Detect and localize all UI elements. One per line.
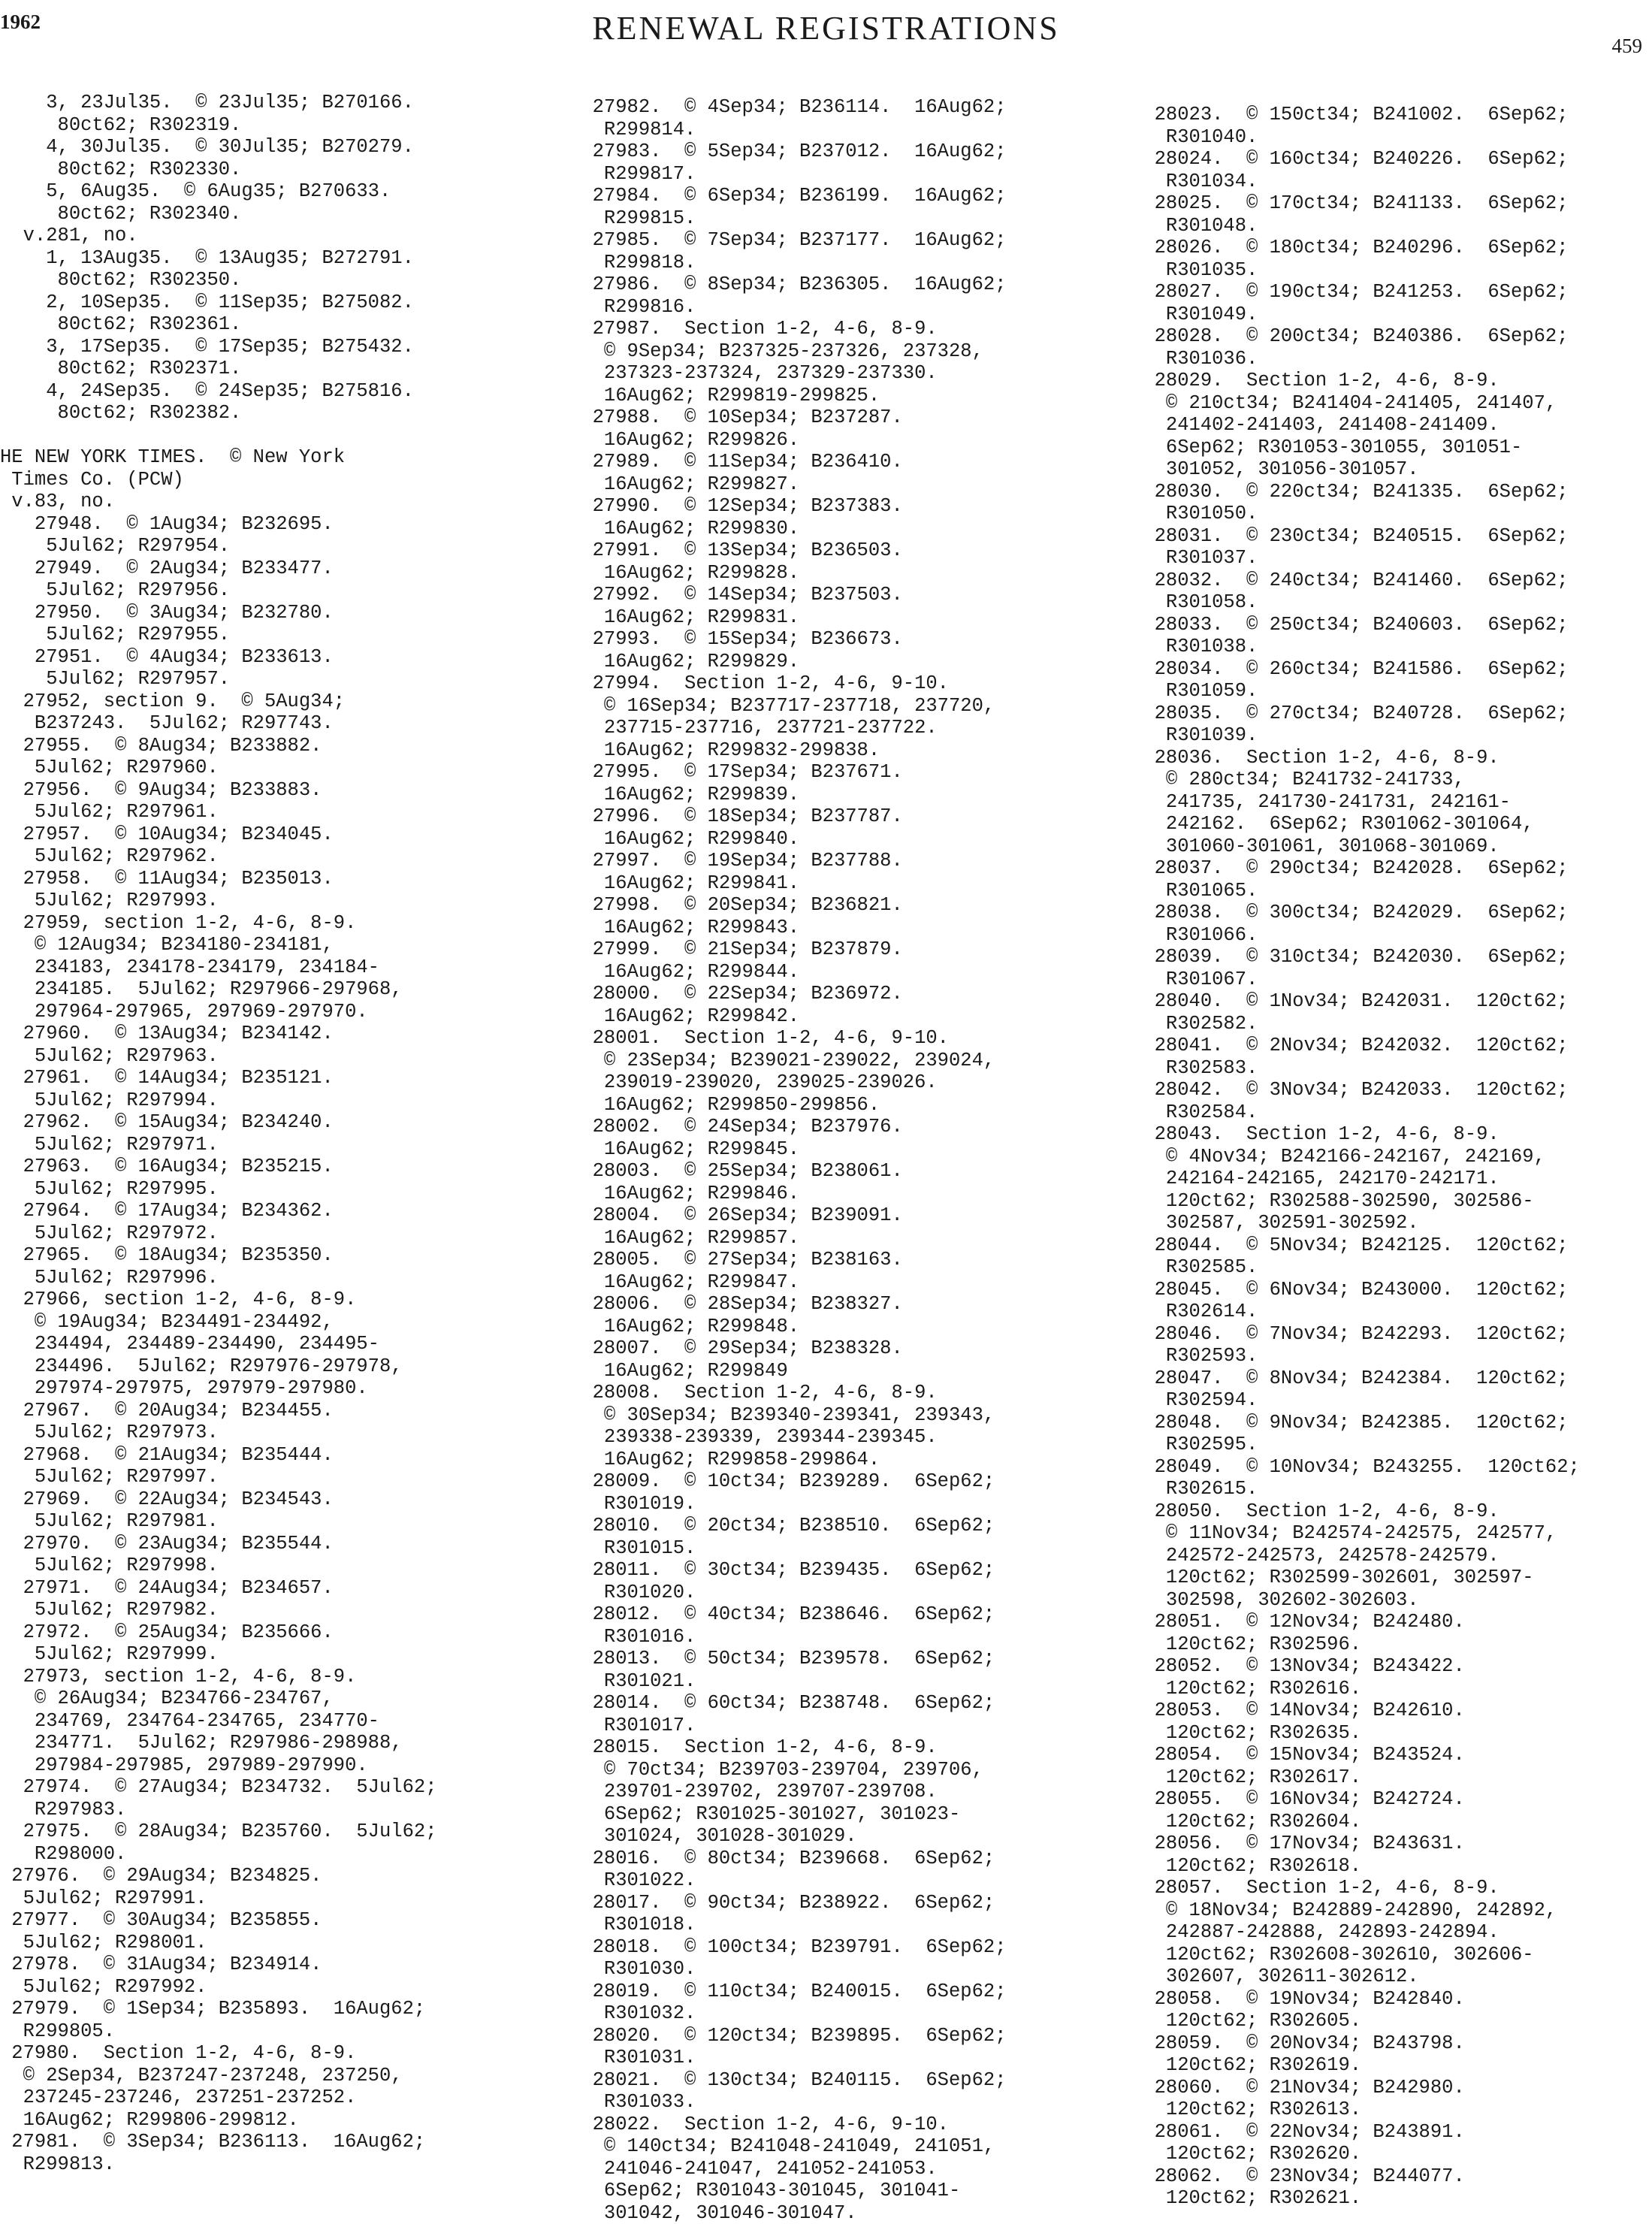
- entry-line: 6Sep62; R301053-301055, 301051-: [1131, 437, 1652, 459]
- entry-line: 28013. © 50ct34; B239578. 6Sep62;: [569, 1648, 1118, 1670]
- entry-line: 27968. © 21Aug34; B235444.: [0, 1444, 548, 1467]
- entry-line: Times Co. (PCW): [0, 469, 548, 491]
- entry-line: 27973, section 1-2, 4-6, 8-9.: [0, 1666, 548, 1688]
- entry-line: 27958. © 11Aug34; B235013.: [0, 868, 548, 890]
- entry-line: 27965. © 18Aug34; B235350.: [0, 1244, 548, 1267]
- entry-line: R301022.: [569, 1869, 1118, 1892]
- entry-line: R301015.: [569, 1537, 1118, 1560]
- entry-line: 302607, 302611-302612.: [1131, 1966, 1652, 1988]
- entry-line: 28026. © 180ct34; B240296. 6Sep62;: [1131, 237, 1652, 259]
- entry-line: 28014. © 60ct34; B238748. 6Sep62;: [569, 1692, 1118, 1715]
- entry-line: 242164-242165, 242170-242171.: [1131, 1168, 1652, 1190]
- entry-line: R302615.: [1131, 1478, 1652, 1500]
- entry-line: 297974-297975, 297979-297980.: [0, 1377, 548, 1400]
- entry-line: 120ct62; R302605.: [1131, 2010, 1652, 2032]
- entry-line: 28029. Section 1-2, 4-6, 8-9.: [1131, 370, 1652, 392]
- entry-line: 80ct62; R302371.: [0, 358, 548, 380]
- entry-line: 27948. © 1Aug34; B232695.: [0, 513, 548, 536]
- entry-line: 16Aug62; R299826.: [569, 429, 1118, 452]
- entry-line: R299817.: [569, 163, 1118, 186]
- entry-line: 28042. © 3Nov34; B242033. 120ct62;: [1131, 1079, 1652, 1101]
- page-year: 1962: [0, 11, 41, 34]
- entry-line: 28007. © 29Sep34; B238328.: [569, 1337, 1118, 1360]
- entry-line: 28061. © 22Nov34; B243891.: [1131, 2121, 1652, 2144]
- entry-line: 80ct62; R302350.: [0, 269, 548, 292]
- entry-line: 16Aug62; R299819-299825.: [569, 385, 1118, 407]
- entry-line: R301035.: [1131, 259, 1652, 282]
- entry-line: 120ct62; R302619.: [1131, 2054, 1652, 2077]
- entry-line: R301021.: [569, 1670, 1118, 1693]
- entry-line: 16Aug62; R299839.: [569, 784, 1118, 806]
- entry-line: 28047. © 8Nov34; B242384. 120ct62;: [1131, 1367, 1652, 1390]
- entry-line: 16Aug62; R299829.: [569, 651, 1118, 673]
- entry-line: 234494, 234489-234490, 234495-: [0, 1333, 548, 1355]
- entry-line: 120ct62; R302613.: [1131, 2099, 1652, 2121]
- entry-line: 16Aug62; R299850-299856.: [569, 1094, 1118, 1117]
- entry-line: 80ct62; R302340.: [0, 203, 548, 225]
- entry-line: R302584.: [1131, 1101, 1652, 1124]
- entry-line: R302614.: [1131, 1301, 1652, 1323]
- entry-line: 242887-242888, 242893-242894.: [1131, 1921, 1652, 1944]
- entry-line: 28033. © 250ct34; B240603. 6Sep62;: [1131, 614, 1652, 636]
- entry-line: R301020.: [569, 1582, 1118, 1604]
- entry-line: 27979. © 1Sep34; B235893. 16Aug62;: [0, 1998, 548, 2020]
- entry-line: 28018. © 100ct34; B239791. 6Sep62;: [569, 1936, 1118, 1959]
- entry-line: R301059.: [1131, 680, 1652, 703]
- entry-line: 16Aug62; R299832-299838.: [569, 739, 1118, 762]
- entry-line: 120ct62; R302635.: [1131, 1722, 1652, 1745]
- entry-line: © 26Aug34; B234766-234767,: [0, 1688, 548, 1710]
- entry-line: 27955. © 8Aug34; B233882.: [0, 735, 548, 757]
- entry-line: © 4Nov34; B242166-242167, 242169,: [1131, 1146, 1652, 1168]
- entry-line: 16Aug62; R299841.: [569, 872, 1118, 895]
- entry-line: 28019. © 110ct34; B240015. 6Sep62;: [569, 1981, 1118, 2003]
- entry-line: 5Jul62; R297963.: [0, 1045, 548, 1068]
- entry-line: 28022. Section 1-2, 4-6, 9-10.: [569, 2114, 1118, 2136]
- entry-line: 28049. © 10Nov34; B243255. 120ct62;: [1131, 1456, 1652, 1479]
- entry-line: 28045. © 6Nov34; B243000. 120ct62;: [1131, 1279, 1652, 1301]
- entry-line: 6Sep62; R301043-301045, 301041-: [569, 2180, 1118, 2202]
- entry-line: © 2Sep34, B237247-237248, 237250,: [0, 2065, 548, 2087]
- entry-line: 5Jul62; R297961.: [0, 801, 548, 823]
- entry-line: 16Aug62; R299846.: [569, 1183, 1118, 1205]
- entry-line: 5Jul62; R297995.: [0, 1178, 548, 1201]
- entry-line: 28037. © 290ct34; B242028. 6Sep62;: [1131, 857, 1652, 880]
- entry-line: R301019.: [569, 1493, 1118, 1515]
- entry-line: 28025. © 170ct34; B241133. 6Sep62;: [1131, 192, 1652, 215]
- entry-line: 28021. © 130ct34; B240115. 6Sep62;: [569, 2069, 1118, 2092]
- entry-line: 28038. © 300ct34; B242029. 6Sep62;: [1131, 902, 1652, 924]
- entry-line: 5Jul62; R297997.: [0, 1466, 548, 1488]
- entry-line: 27963. © 16Aug34; B235215.: [0, 1156, 548, 1178]
- entry-line: © 70ct34; B239703-239704, 239706,: [569, 1759, 1118, 1781]
- entry-line: 27950. © 3Aug34; B232780.: [0, 602, 548, 624]
- page-number: 459: [1612, 35, 1643, 58]
- entry-line: 234771. 5Jul62; R297986-298988,: [0, 1732, 548, 1754]
- entry-line: 28030. © 220ct34; B241335. 6Sep62;: [1131, 481, 1652, 503]
- entry-line: 27982. © 4Sep34; B236114. 16Aug62;: [569, 96, 1118, 119]
- entry-line: 301052, 301056-301057.: [1131, 458, 1652, 481]
- entry-line: R301049.: [1131, 304, 1652, 326]
- entry-line: 27978. © 31Aug34; B234914.: [0, 1954, 548, 1976]
- entry-line: 120ct62; R302604.: [1131, 1811, 1652, 1833]
- column-2: [569, 96, 1118, 2224]
- entry-line: 5Jul62; R297992.: [0, 1976, 548, 1999]
- entry-line: 27977. © 30Aug34; B235855.: [0, 1909, 548, 1932]
- entry-line: 5Jul62; R297993.: [0, 890, 548, 912]
- entry-line: 5Jul62; R297954.: [0, 535, 548, 558]
- entry-line: 27993. © 15Sep34; B236673.: [569, 628, 1118, 651]
- entry-line: © 210ct34; B241404-241405, 241407,: [1131, 392, 1652, 415]
- entry-line: R301032.: [569, 2002, 1118, 2025]
- entry-line: 27970. © 23Aug34; B235544.: [0, 1533, 548, 1555]
- entry-line: R299815.: [569, 207, 1118, 230]
- entry-line: R302583.: [1131, 1057, 1652, 1080]
- entry-line: 28009. © 10ct34; B239289. 6Sep62;: [569, 1470, 1118, 1493]
- entry-line: R301018.: [569, 1914, 1118, 1936]
- entry-line: © 11Nov34; B242574-242575, 242577,: [1131, 1522, 1652, 1545]
- entry-line: 28004. © 26Sep34; B239091.: [569, 1204, 1118, 1227]
- entry-line: © 19Aug34; B234491-234492,: [0, 1311, 548, 1334]
- entry-line: 28062. © 23Nov34; B244077.: [1131, 2165, 1652, 2188]
- entry-line: 241402-241403, 241408-241409.: [1131, 414, 1652, 437]
- entry-line: 5Jul62; R297956.: [0, 579, 548, 602]
- entry-line: 27974. © 27Aug34; B234732. 5Jul62;: [0, 1776, 548, 1799]
- entry-line: 80ct62; R302319.: [0, 114, 548, 137]
- entry-line: 80ct62; R302361.: [0, 313, 548, 336]
- entry-line: 27984. © 6Sep34; B236199. 16Aug62;: [569, 185, 1118, 207]
- entry-line: 27980. Section 1-2, 4-6, 8-9.: [0, 2042, 548, 2065]
- entry-line: R299818.: [569, 252, 1118, 274]
- entry-line: 237715-237716, 237721-237722.: [569, 717, 1118, 739]
- entry-line: 27988. © 10Sep34; B237287.: [569, 406, 1118, 429]
- entry-line: 16Aug62; R299843.: [569, 917, 1118, 939]
- entry-line: 27949. © 2Aug34; B233477.: [0, 558, 548, 580]
- page-title: RENEWAL REGISTRATIONS: [0, 11, 1652, 47]
- entry-line: 16Aug62; R299842.: [569, 1005, 1118, 1028]
- entry-line: 239701-239702, 239707-239708.: [569, 1781, 1118, 1803]
- entry-line: R301039.: [1131, 724, 1652, 747]
- entry-line: 5, 6Aug35. © 6Aug35; B270633.: [0, 180, 548, 203]
- entry-line: 16Aug62; R299845.: [569, 1138, 1118, 1161]
- entry-line: 5Jul62; R297998.: [0, 1555, 548, 1577]
- entry-line: 120ct62; R302596.: [1131, 1633, 1652, 1656]
- entry-line: 241046-241047, 241052-241053.: [569, 2158, 1118, 2180]
- entry-line: 5Jul62; R297994.: [0, 1089, 548, 1112]
- entry-line: R301040.: [1131, 126, 1652, 149]
- entry-line: 28017. © 90ct34; B238922. 6Sep62;: [569, 1892, 1118, 1914]
- entry-line: 27991. © 13Sep34; B236503.: [569, 539, 1118, 562]
- entry-line: 27971. © 24Aug34; B234657.: [0, 1577, 548, 1600]
- entry-line: v.83, no.: [0, 491, 548, 513]
- page-header: [0, 11, 1652, 63]
- entry-line: 28053. © 14Nov34; B242610.: [1131, 1700, 1652, 1722]
- entry-line: 239338-239339, 239344-239345.: [569, 1426, 1118, 1449]
- entry-line: 301024, 301028-301029.: [569, 1825, 1118, 1848]
- entry-line: 5Jul62; R297999.: [0, 1643, 548, 1666]
- entry-line: 27985. © 7Sep34; B237177. 16Aug62;: [569, 229, 1118, 252]
- entry-line: 5Jul62; R297960.: [0, 757, 548, 779]
- entry-line: 28035. © 270ct34; B240728. 6Sep62;: [1131, 703, 1652, 725]
- entry-line: 28034. © 260ct34; B241586. 6Sep62;: [1131, 658, 1652, 681]
- entry-line: © 30Sep34; B239340-239341, 239343,: [569, 1404, 1118, 1427]
- entry-line: 28024. © 160ct34; B240226. 6Sep62;: [1131, 148, 1652, 171]
- entry-line: R301034.: [1131, 171, 1652, 193]
- entry-line: 27966, section 1-2, 4-6, 8-9.: [0, 1289, 548, 1311]
- entry-line: 120ct62; R302618.: [1131, 1855, 1652, 1878]
- entry-line: 27961. © 14Aug34; B235121.: [0, 1067, 548, 1089]
- entry-line: 297984-297985, 297989-297990.: [0, 1754, 548, 1777]
- entry-line: 237323-237324, 237329-237330.: [569, 362, 1118, 385]
- entry-line: 28001. Section 1-2, 4-6, 9-10.: [569, 1027, 1118, 1050]
- entry-line: R302582.: [1131, 1013, 1652, 1035]
- entry-line: R301067.: [1131, 968, 1652, 991]
- entry-line: 16Aug62; R299848.: [569, 1316, 1118, 1338]
- entry-line: 27967. © 20Aug34; B234455.: [0, 1400, 548, 1422]
- entry-line: 5Jul62; R297996.: [0, 1267, 548, 1289]
- entry-line: 27975. © 28Aug34; B235760. 5Jul62;: [0, 1821, 548, 1843]
- entry-line: © 16Sep34; B237717-237718, 237720,: [569, 695, 1118, 718]
- entry-line: 28050. Section 1-2, 4-6, 8-9.: [1131, 1500, 1652, 1523]
- entry-line: 28006. © 28Sep34; B238327.: [569, 1293, 1118, 1316]
- entry-line: 239019-239020, 239025-239026.: [569, 1071, 1118, 1094]
- entry-line: 27969. © 22Aug34; B234543.: [0, 1488, 548, 1511]
- entry-line: 16Aug62; R299858-299864.: [569, 1449, 1118, 1471]
- entry-line: 16Aug62; R299844.: [569, 961, 1118, 984]
- entry-line: 3, 23Jul35. © 23Jul35; B270166.: [0, 92, 548, 114]
- entry-line: 242572-242573, 242578-242579.: [1131, 1545, 1652, 1567]
- entry-line: 80ct62; R302382.: [0, 402, 548, 425]
- entry-line: © 23Sep34; B239021-239022, 239024,: [569, 1050, 1118, 1072]
- entry-line: 28051. © 12Nov34; B242480.: [1131, 1611, 1652, 1633]
- entry-line: R299805.: [0, 2020, 548, 2043]
- entry-line: 16Aug62; R299831.: [569, 606, 1118, 629]
- entry-line: 28010. © 20ct34; B238510. 6Sep62;: [569, 1515, 1118, 1537]
- entry-line: 16Aug62; R299830.: [569, 518, 1118, 540]
- entry-line: 16Aug62; R299828.: [569, 562, 1118, 585]
- entry-line: 28028. © 200ct34; B240386. 6Sep62;: [1131, 325, 1652, 348]
- entry-line: R301030.: [569, 1958, 1118, 1981]
- entry-line: 28059. © 20Nov34; B243798.: [1131, 2032, 1652, 2055]
- entry-line: 27983. © 5Sep34; B237012. 16Aug62;: [569, 141, 1118, 163]
- entry-line: 28052. © 13Nov34; B243422.: [1131, 1655, 1652, 1678]
- entry-line: 28020. © 120ct34; B239895. 6Sep62;: [569, 2025, 1118, 2047]
- entry-line: 28011. © 30ct34; B239435. 6Sep62;: [569, 1559, 1118, 1582]
- entry-line: 27989. © 11Sep34; B236410.: [569, 451, 1118, 473]
- entry-line: 1, 13Aug35. © 13Aug35; B272791.: [0, 247, 548, 270]
- entry-line: R301036.: [1131, 348, 1652, 370]
- entry-line: 234185. 5Jul62; R297966-297968,: [0, 978, 548, 1001]
- entry-line: 27960. © 13Aug34; B234142.: [0, 1023, 548, 1045]
- entry-line: 28032. © 240ct34; B241460. 6Sep62;: [1131, 570, 1652, 592]
- entry-line: 234496. 5Jul62; R297976-297978,: [0, 1355, 548, 1378]
- entry-line: 27998. © 20Sep34; B236821.: [569, 894, 1118, 917]
- entry-line: 5Jul62; R297962.: [0, 845, 548, 868]
- entry-line: 27990. © 12Sep34; B237383.: [569, 495, 1118, 518]
- entry-line: 28048. © 9Nov34; B242385. 120ct62;: [1131, 1412, 1652, 1434]
- entry-line: 28040. © 1Nov34; B242031. 120ct62;: [1131, 990, 1652, 1013]
- entry-line: R301017.: [569, 1715, 1118, 1737]
- entry-line: 27962. © 15Aug34; B234240.: [0, 1111, 548, 1134]
- entry-line: 120ct62; R302588-302590, 302586-: [1131, 1190, 1652, 1213]
- entry-line: R301031.: [569, 2047, 1118, 2069]
- entry-line: 27972. © 25Aug34; B235666.: [0, 1621, 548, 1644]
- entry-line: 28003. © 25Sep34; B238061.: [569, 1160, 1118, 1183]
- entry-line: R298000.: [0, 1843, 548, 1866]
- entry-line: R301016.: [569, 1626, 1118, 1648]
- entry-line: 27999. © 21Sep34; B237879.: [569, 938, 1118, 961]
- entry-line: 28023. © 150ct34; B241002. 6Sep62;: [1131, 104, 1652, 126]
- entry-line: 237245-237246, 237251-237252.: [0, 2087, 548, 2109]
- entry-line: 16Aug62; R299847.: [569, 1271, 1118, 1294]
- entry-line: 5Jul62; R297981.: [0, 1510, 548, 1533]
- entry-line: 6Sep62; R301025-301027, 301023-: [569, 1803, 1118, 1826]
- entry-line: © 140ct34; B241048-241049, 241051,: [569, 2135, 1118, 2158]
- entry-line: R302594.: [1131, 1389, 1652, 1412]
- entry-line: 28057. Section 1-2, 4-6, 8-9.: [1131, 1877, 1652, 1899]
- entry-line: R301065.: [1131, 880, 1652, 902]
- entry-line: 5Jul62; R297982.: [0, 1599, 548, 1621]
- entry-line: 2, 10Sep35. © 11Sep35; B275082.: [0, 292, 548, 314]
- entry-line: 28046. © 7Nov34; B242293. 120ct62;: [1131, 1323, 1652, 1346]
- entry-line: R299814.: [569, 119, 1118, 141]
- entry-line: 4, 24Sep35. © 24Sep35; B275816.: [0, 380, 548, 403]
- entry-line: 5Jul62; R297971.: [0, 1134, 548, 1156]
- entry-line: R301048.: [1131, 215, 1652, 237]
- entry-line: 302598, 302602-302603.: [1131, 1589, 1652, 1612]
- entry-line: R297983.: [0, 1799, 548, 1821]
- entry-line: R302595.: [1131, 1434, 1652, 1456]
- entry-line: B237243. 5Jul62; R297743.: [0, 712, 548, 735]
- entry-line: 4, 30Jul35. © 30Jul35; B270279.: [0, 136, 548, 159]
- entry-line: 5Jul62; R298001.: [0, 1932, 548, 1954]
- entry-line: 16Aug62; R299849: [569, 1360, 1118, 1382]
- entry-line: R301037.: [1131, 547, 1652, 570]
- entry-line: 27964. © 17Aug34; B234362.: [0, 1200, 548, 1222]
- entry-line: 28041. © 2Nov34; B242032. 120ct62;: [1131, 1035, 1652, 1057]
- entry-line: R302593.: [1131, 1345, 1652, 1367]
- entry-line: 241735, 241730-241731, 242161-: [1131, 791, 1652, 814]
- entry-line: 3, 17Sep35. © 17Sep35; B275432.: [0, 336, 548, 358]
- entry-line: 28005. © 27Sep34; B238163.: [569, 1249, 1118, 1271]
- entry-line: 28027. © 190ct34; B241253. 6Sep62;: [1131, 281, 1652, 304]
- entry-line: HE NEW YORK TIMES. © New York: [0, 446, 548, 469]
- entry-line: R299816.: [569, 296, 1118, 319]
- entry-line: 27959, section 1-2, 4-6, 8-9.: [0, 912, 548, 935]
- entry-line: © 12Aug34; B234180-234181,: [0, 934, 548, 956]
- entry-line: 27987. Section 1-2, 4-6, 8-9.: [569, 318, 1118, 340]
- entry-line: 80ct62; R302330.: [0, 159, 548, 181]
- entry-line: © 280ct34; B241732-241733,: [1131, 769, 1652, 791]
- entry-line: R301050.: [1131, 503, 1652, 525]
- entry-line: 27952, section 9. © 5Aug34;: [0, 690, 548, 713]
- entry-line: 27995. © 17Sep34; B237671.: [569, 761, 1118, 784]
- entry-line: 27994. Section 1-2, 4-6, 9-10.: [569, 672, 1118, 695]
- entry-line: 28039. © 310ct34; B242030. 6Sep62;: [1131, 946, 1652, 968]
- entry-line: R301066.: [1131, 924, 1652, 947]
- entry-line: 27957. © 10Aug34; B234045.: [0, 823, 548, 846]
- entry-line: 28016. © 80ct34; B239668. 6Sep62;: [569, 1848, 1118, 1870]
- entry-line: v.281, no.: [0, 225, 548, 247]
- entry-line: 5Jul62; R297991.: [0, 1887, 548, 1910]
- entry-line: 120ct62; R302616.: [1131, 1678, 1652, 1700]
- entry-line: 28015. Section 1-2, 4-6, 8-9.: [569, 1736, 1118, 1759]
- entry-line: R302585.: [1131, 1256, 1652, 1279]
- entry-line: 28036. Section 1-2, 4-6, 8-9.: [1131, 747, 1652, 769]
- column-3: [1131, 104, 1652, 2210]
- entry-line: 28060. © 21Nov34; B242980.: [1131, 2077, 1652, 2099]
- entry-line: R301038.: [1131, 636, 1652, 658]
- entry-line: 27976. © 29Aug34; B234825.: [0, 1865, 548, 1887]
- entry-line: © 9Sep34; B237325-237326, 237328,: [569, 340, 1118, 363]
- entry-line: R299813.: [0, 2153, 548, 2176]
- entry-line: 28054. © 15Nov34; B243524.: [1131, 1744, 1652, 1766]
- entry-line: 120ct62; R302617.: [1131, 1766, 1652, 1789]
- entry-line: 28055. © 16Nov34; B242724.: [1131, 1788, 1652, 1811]
- entry-line: 120ct62; R302620.: [1131, 2143, 1652, 2165]
- entry-line: 301042, 301046-301047.: [569, 2202, 1118, 2224]
- entry-line: 27986. © 8Sep34; B236305. 16Aug62;: [569, 273, 1118, 296]
- entry-line: © 18Nov34; B242889-242890, 242892,: [1131, 1899, 1652, 1922]
- entry-line: [0, 425, 548, 447]
- column-1: [0, 92, 548, 2175]
- entry-line: 16Aug62; R299840.: [569, 828, 1118, 851]
- entry-line: 28031. © 230ct34; B240515. 6Sep62;: [1131, 525, 1652, 548]
- entry-line: 16Aug62; R299806-299812.: [0, 2109, 548, 2132]
- entry-line: 28008. Section 1-2, 4-6, 8-9.: [569, 1382, 1118, 1404]
- entry-line: 27981. © 3Sep34; B236113. 16Aug62;: [0, 2131, 548, 2153]
- entry-line: 5Jul62; R297972.: [0, 1222, 548, 1245]
- entry-line: 302587, 302591-302592.: [1131, 1212, 1652, 1234]
- entry-line: 28056. © 17Nov34; B243631.: [1131, 1833, 1652, 1855]
- entry-line: 28044. © 5Nov34; B242125. 120ct62;: [1131, 1234, 1652, 1257]
- entry-line: 28058. © 19Nov34; B242840.: [1131, 1988, 1652, 2011]
- entry-line: 16Aug62; R299857.: [569, 1227, 1118, 1249]
- entry-line: 27992. © 14Sep34; B237503.: [569, 584, 1118, 606]
- entry-line: 27996. © 18Sep34; B237787.: [569, 805, 1118, 828]
- entry-line: R301058.: [1131, 591, 1652, 614]
- entry-line: 5Jul62; R297973.: [0, 1422, 548, 1444]
- entry-line: 16Aug62; R299827.: [569, 473, 1118, 496]
- entry-line: 120ct62; R302599-302601, 302597-: [1131, 1567, 1652, 1589]
- entry-line: 5Jul62; R297957.: [0, 668, 548, 690]
- entry-line: 297964-297965, 297969-297970.: [0, 1001, 548, 1023]
- entry-line: 28012. © 40ct34; B238646. 6Sep62;: [569, 1603, 1118, 1626]
- entry-line: R301033.: [569, 2091, 1118, 2114]
- entry-line: 234769, 234764-234765, 234770-: [0, 1710, 548, 1733]
- entry-line: 28002. © 24Sep34; B237976.: [569, 1116, 1118, 1138]
- entry-line: 27997. © 19Sep34; B237788.: [569, 850, 1118, 872]
- entry-line: 5Jul62; R297955.: [0, 624, 548, 646]
- entry-line: 27951. © 4Aug34; B233613.: [0, 646, 548, 669]
- entry-line: 27956. © 9Aug34; B233883.: [0, 779, 548, 802]
- entry-line: 234183, 234178-234179, 234184-: [0, 956, 548, 979]
- entry-line: 242162. 6Sep62; R301062-301064,: [1131, 813, 1652, 836]
- entry-line: 28000. © 22Sep34; B236972.: [569, 983, 1118, 1005]
- entry-line: 120ct62; R302621.: [1131, 2187, 1652, 2210]
- entry-line: 120ct62; R302608-302610, 302606-: [1131, 1944, 1652, 1966]
- entry-line: 28043. Section 1-2, 4-6, 8-9.: [1131, 1123, 1652, 1146]
- entry-line: 301060-301061, 301068-301069.: [1131, 836, 1652, 858]
